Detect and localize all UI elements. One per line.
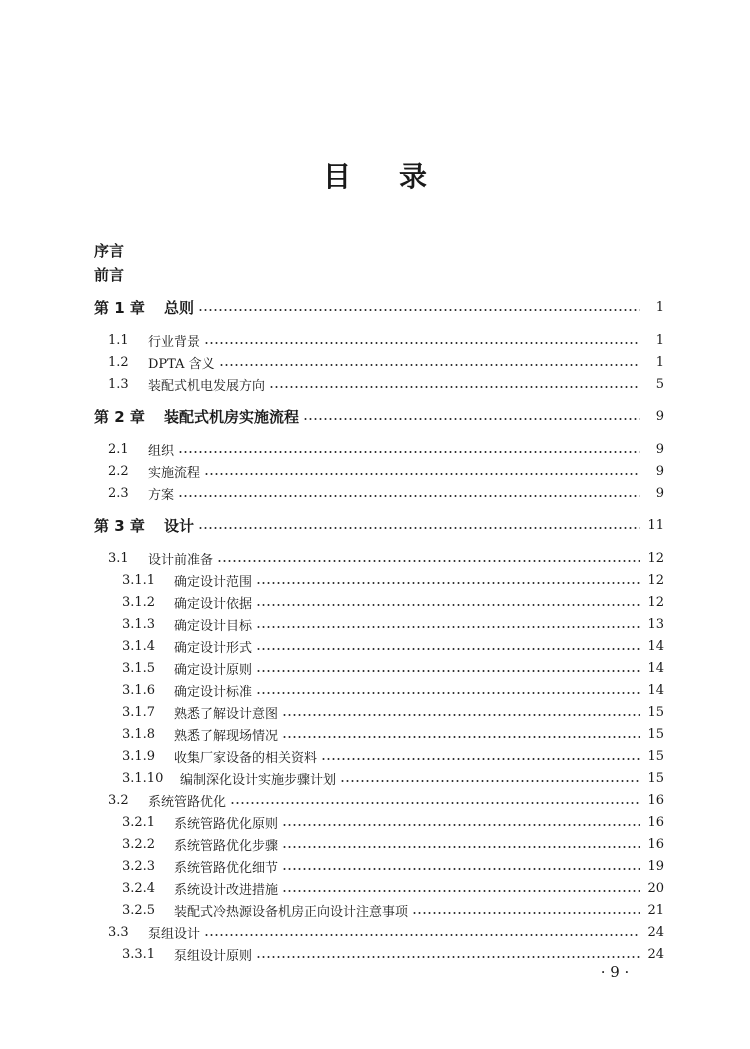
toc-entry-number: 2.3 xyxy=(108,485,129,501)
toc-entry-chapter[interactable] xyxy=(94,297,664,317)
toc-entry-number: 第 2 章 xyxy=(94,407,145,426)
toc-entry-page: 11 xyxy=(647,517,664,533)
toc-entry-label: 确定设计范围 xyxy=(174,574,253,590)
toc-entry-page: 20 xyxy=(647,880,664,896)
toc-entry-page: 15 xyxy=(647,726,664,742)
dot-leader xyxy=(282,868,640,870)
toc-entry-label: 系统设计改进措施 xyxy=(174,882,279,898)
dot-leader xyxy=(282,736,640,738)
toc-entry-number: 1.1 xyxy=(108,332,129,348)
preface-entry[interactable]: 序言 xyxy=(94,242,125,260)
dot-leader xyxy=(198,527,640,529)
toc-entry-sub[interactable] xyxy=(94,636,664,656)
dot-leader xyxy=(204,473,640,475)
toc-entry-chapter[interactable] xyxy=(94,406,664,426)
toc-entry-page: 14 xyxy=(647,682,664,698)
toc-entry-sub[interactable] xyxy=(94,680,664,700)
toc-entry-number: 1.3 xyxy=(108,376,129,392)
toc-entry-sub[interactable] xyxy=(94,702,664,722)
dot-leader xyxy=(256,692,640,694)
toc-entry-label: 实施流程 xyxy=(148,465,201,481)
toc-entry-label: 装配式冷热源设备机房正向设计注意事项 xyxy=(174,904,409,920)
toc-entry-number: 3.1 xyxy=(108,550,129,566)
toc-entry-page: 14 xyxy=(647,660,664,676)
toc-entry-number: 3.1.5 xyxy=(122,660,156,676)
toc-entry-number: 3.1.2 xyxy=(122,594,156,610)
dot-leader xyxy=(198,309,640,311)
dot-leader xyxy=(282,890,640,892)
toc-entry-page: 9 xyxy=(655,463,664,479)
toc-entry-page: 15 xyxy=(647,770,664,786)
toc-entry-page: 15 xyxy=(647,704,664,720)
dot-leader xyxy=(256,626,640,628)
toc-entry-sub[interactable] xyxy=(94,944,664,964)
toc-entry-number: 3.2.3 xyxy=(122,858,156,874)
dot-leader xyxy=(412,912,640,914)
toc-entry-number: 3.1.6 xyxy=(122,682,156,698)
toc-entry-sub[interactable] xyxy=(94,614,664,634)
toc-entry-page: 21 xyxy=(647,902,664,918)
toc-entry-number: 3.1.10 xyxy=(122,770,164,786)
dot-leader xyxy=(340,780,640,782)
toc-entry-page: 13 xyxy=(647,616,664,632)
dot-leader xyxy=(256,956,640,958)
title-char-2: 录 xyxy=(399,160,428,193)
toc-entry-number: 3.2.2 xyxy=(122,836,156,852)
toc-entry-page: 5 xyxy=(655,376,664,392)
toc-entry-label: 系统管路优化 xyxy=(148,794,227,810)
toc-entry-label: 熟悉了解设计意图 xyxy=(174,706,279,722)
toc-entry-section[interactable] xyxy=(94,374,664,394)
toc-entry-number: 3.2.4 xyxy=(122,880,156,896)
toc-entry-page: 1 xyxy=(655,299,664,315)
toc-entry-sub[interactable] xyxy=(94,746,664,766)
dot-leader xyxy=(217,560,640,562)
toc-entry-number: 3.1.1 xyxy=(122,572,156,588)
toc-entry-label: 确定设计依据 xyxy=(174,596,253,612)
dot-leader xyxy=(282,824,640,826)
toc-entry-label: 设计前准备 xyxy=(148,552,214,568)
toc-entry-number: 3.2.1 xyxy=(122,814,156,830)
dot-leader xyxy=(256,670,640,672)
toc-entry-label: 确定设计形式 xyxy=(174,640,253,656)
toc-entry-section[interactable] xyxy=(94,548,664,568)
toc-entry-label: 确定设计标准 xyxy=(174,684,253,700)
page-number: · 9 · xyxy=(600,963,630,981)
toc-entry-page: 16 xyxy=(647,836,664,852)
toc-entry-page: 1 xyxy=(655,354,664,370)
toc-entry-page: 16 xyxy=(647,792,664,808)
toc-entry-label: 系统管路优化原则 xyxy=(174,816,279,832)
dot-leader xyxy=(178,451,640,453)
toc-entry-number: 第 3 章 xyxy=(94,516,145,535)
dot-leader xyxy=(204,342,640,344)
toc-entry-page: 9 xyxy=(655,485,664,501)
toc-entry-number: 2.2 xyxy=(108,463,129,479)
toc-entry-section[interactable] xyxy=(94,461,664,481)
toc-entry-page: 15 xyxy=(647,748,664,764)
toc-entry-page: 12 xyxy=(647,572,664,588)
toc-entry-label: 装配式机房实施流程 xyxy=(164,407,300,426)
toc-entry-number: 3.1.8 xyxy=(122,726,156,742)
toc-entry-section[interactable] xyxy=(94,790,664,810)
dot-leader xyxy=(219,364,640,366)
toc-entry-page: 19 xyxy=(647,858,664,874)
toc-entry-sub[interactable] xyxy=(94,856,664,876)
toc-entry-label: DPTA 含义 xyxy=(148,356,215,372)
dot-leader xyxy=(204,934,640,936)
toc-entry-label: 装配式机电发展方向 xyxy=(148,378,266,394)
toc-entry-section[interactable] xyxy=(94,922,664,942)
toc-entry-number: 1.2 xyxy=(108,354,129,370)
toc-entry-number: 3.2 xyxy=(108,792,129,808)
toc-entry-label: 编制深化设计实施步骤计划 xyxy=(180,772,337,788)
toc-entry-number: 第 1 章 xyxy=(94,298,145,317)
toc-entry-section[interactable] xyxy=(94,483,664,503)
toc-entry-page: 9 xyxy=(655,408,664,424)
toc-entry-sub[interactable] xyxy=(94,900,664,920)
toc-entry-label: 泵组设计 xyxy=(148,926,201,942)
toc-entry-label: 收集厂家设备的相关资料 xyxy=(174,750,318,766)
toc-entry-label: 组织 xyxy=(148,443,175,459)
toc-entry-sub[interactable] xyxy=(94,834,664,854)
dot-leader xyxy=(321,758,640,760)
toc-entry-number: 3.3 xyxy=(108,924,129,940)
toc-entry-number: 3.1.4 xyxy=(122,638,156,654)
toc-entry-sub[interactable] xyxy=(94,570,664,590)
toc-entry-chapter[interactable] xyxy=(94,515,664,535)
dot-leader xyxy=(269,386,640,388)
toc-entry-sub[interactable] xyxy=(94,658,664,678)
dot-leader xyxy=(256,582,640,584)
toc-entry-label: 系统管路优化细节 xyxy=(174,860,279,876)
page-title xyxy=(0,155,750,195)
foreword-entry[interactable]: 前言 xyxy=(94,266,125,284)
toc-entry-label: 泵组设计原则 xyxy=(174,948,253,964)
toc-entry-sub[interactable] xyxy=(94,812,664,832)
toc-entry-label: 确定设计目标 xyxy=(174,618,253,634)
toc-entry-sub[interactable] xyxy=(94,592,664,612)
toc-entry-sub[interactable] xyxy=(94,878,664,898)
toc-entry-page: 12 xyxy=(647,594,664,610)
dot-leader xyxy=(282,714,640,716)
dot-leader xyxy=(178,495,640,497)
toc-entry-number: 3.1.9 xyxy=(122,748,156,764)
toc-entry-label: 熟悉了解现场情况 xyxy=(174,728,279,744)
toc-entry-label: 总则 xyxy=(164,298,195,317)
toc-entry-page: 9 xyxy=(655,441,664,457)
toc-entry-page: 16 xyxy=(647,814,664,830)
toc-entry-number: 3.3.1 xyxy=(122,946,156,962)
dot-leader xyxy=(230,802,640,804)
toc-entry-page: 12 xyxy=(647,550,664,566)
toc-entry-label: 系统管路优化步骤 xyxy=(174,838,279,854)
title-char-1: 目 xyxy=(322,160,351,193)
toc-entry-sub[interactable] xyxy=(94,724,664,744)
toc-entry-page: 24 xyxy=(647,924,664,940)
dot-leader xyxy=(282,846,640,848)
toc-entry-page: 14 xyxy=(647,638,664,654)
toc-entry-section[interactable] xyxy=(94,352,664,372)
toc-entry-number: 2.1 xyxy=(108,441,129,457)
toc-entry-page: 24 xyxy=(647,946,664,962)
toc-entry-page: 1 xyxy=(655,332,664,348)
toc-entry-number: 3.1.3 xyxy=(122,616,156,632)
toc-entry-sub[interactable] xyxy=(94,768,664,788)
toc-entry-number: 3.2.5 xyxy=(122,902,156,918)
toc-entry-section[interactable] xyxy=(94,439,664,459)
dot-leader xyxy=(256,648,640,650)
toc-entry-number: 3.1.7 xyxy=(122,704,156,720)
toc-entry-label: 确定设计原则 xyxy=(174,662,253,678)
dot-leader xyxy=(256,604,640,606)
toc-entry-label: 行业背景 xyxy=(148,334,201,350)
dot-leader xyxy=(303,418,640,420)
toc-entry-section[interactable] xyxy=(94,330,664,350)
toc-entry-label: 设计 xyxy=(164,516,195,535)
toc-entry-label: 方案 xyxy=(148,487,175,503)
